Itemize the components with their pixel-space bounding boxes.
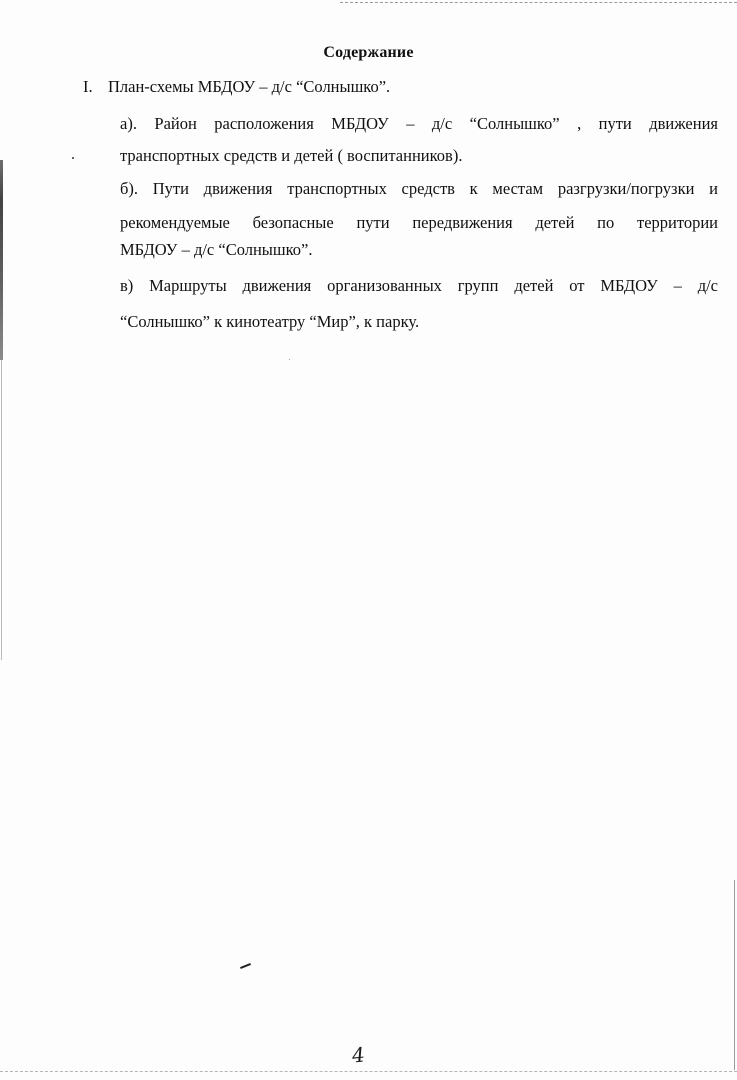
scan-speck: [72, 157, 74, 159]
section-number: I.: [83, 77, 93, 96]
pen-mark: [240, 963, 251, 969]
scan-bottom-edge-line: [0, 1071, 737, 1072]
item-b-line-3: МБДОУ – д/с “Солнышко”.: [120, 240, 313, 259]
item-c-line-1: в) Маршруты движения организованных групп детей от МБДОУ – д/с: [120, 276, 718, 295]
scan-left-edge-line: [1, 360, 2, 660]
handwritten-page-number: 4: [350, 1042, 366, 1068]
scan-speck: [289, 359, 290, 360]
section-title: План-схемы МБДОУ – д/с “Солнышко”.: [108, 77, 391, 96]
item-a-line-1: а). Район расположения МБДОУ – д/с “Солнышко” , пути движения: [120, 114, 718, 133]
item-c-line-2: “Солнышко” к кинотеатру “Мир”, к парку.: [120, 312, 420, 331]
scan-top-edge-line: [340, 2, 737, 3]
scan-left-edge-shadow: [0, 160, 3, 360]
scan-right-edge-line: [734, 880, 735, 1070]
item-b-line-2: рекомендуемые безопасные пути передвижения детей по территории: [120, 213, 718, 232]
document-title: Содержание: [323, 44, 414, 61]
item-b-line-1: б). Пути движения транспортных средств к местам разгрузки/погрузки и: [120, 179, 718, 198]
item-a-line-2: транспортных средств и детей ( воспитанников).: [120, 146, 463, 165]
